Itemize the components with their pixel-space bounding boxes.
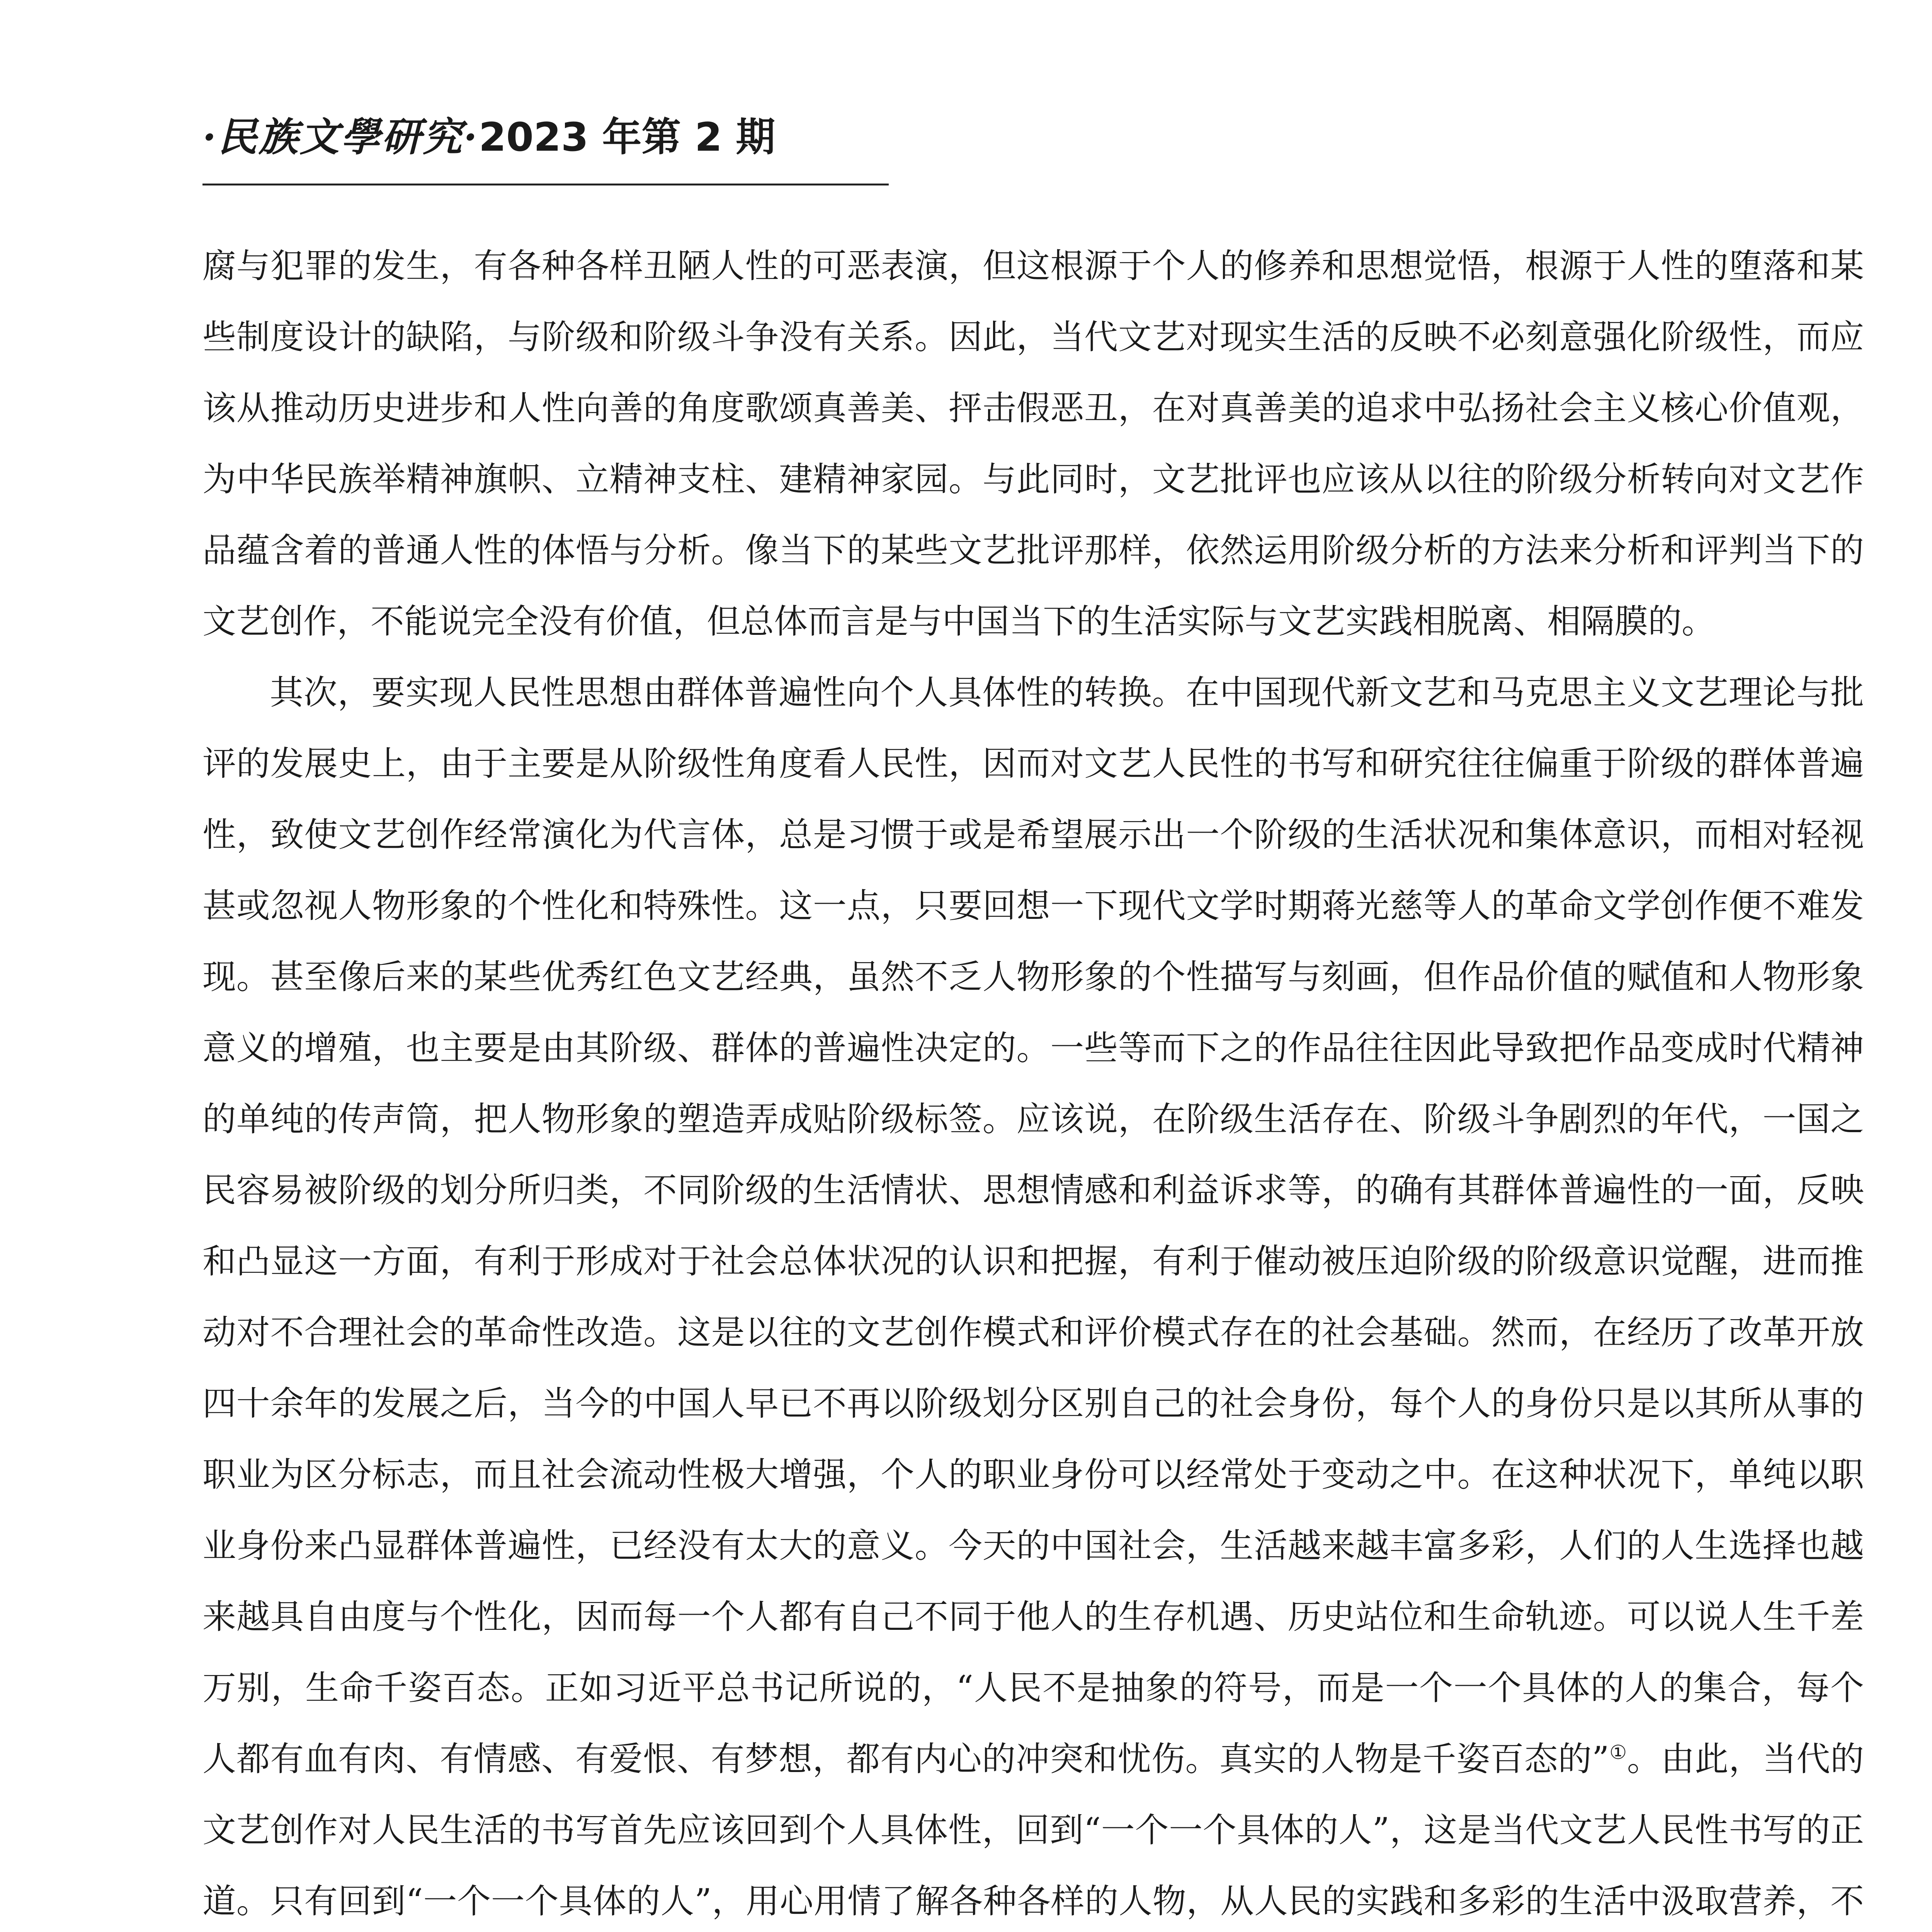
paragraph-text: 腐与犯罪的发生，有各种各样丑陋人性的可恶表演，但这根源于个人的修养和思想觉悟，根源于人性的堕落和某些制度设计的缺陷，与阶级和阶级斗争没有关系。因此，当代文艺对现实生活的反映不必刻意强化阶级性，而应该从推动历史进步和人性向善的角度歌颂真善美、抨击假恶丑，在对真善美的追求中弘扬社会主义核心价值观，为中华民族举精神旗帜、立精神支柱、建精神家园。与此同时，文艺批评也应该从以往的阶级分析转向对文艺作品蕴含着的普通人性的体悟与分析。像当下的某些文艺批评那样，依然运用阶级分析的方法来分析和评判当下的文艺创作，不能说完全没有价值，但总体而言是与中国当下的生活实际与文艺实践相脱离、相隔膜的。: [202, 246, 1864, 641]
paragraph-text: 其次，要实现人民性思想由群体普遍性向个人具体性的转换。在中国现代新文艺和马克思主义文艺理论与批评的发展史上，由于主要是从阶级性角度看人民性，因而对文艺人民性的书写和研究往往偏重于阶级的群体普遍性，致使文艺创作经常演化为代言体，总是习惯于或是希望展示出一个阶级的生活状况和集体意识，而相对轻视甚或忽视人物形象的个性化和特殊性。这一点，只要回想一下现代文学时期蒋光慈等人的革命文学创作便不难发现。甚至像后来的某些优秀红色文艺经典，虽然不乏人物形象的个性描写与刻画，但作品价值的赋值和人物形象意义的增殖，也主要是由其阶级、群体的普遍性决定的。一些等而下之的作品往往因此导致把作品变成时代精神的单纯的传声筒，把人物形象的塑造弄成贴阶级标签。应该说，在阶级生活存在、阶级斗争剧烈的年代，一国之民容易被阶级的划分所归类，不同阶级的生活情状、思想情感和利益诉求等，的确有其群体普遍性的一面，反映和凸显这一方面，有利于形成对于社会总体状况的认识和把握，有利于催动被压迫阶级的阶级意识觉醒，进而推动对不合理社会的革命性改造。这是以往的文艺创作模式和评价模式存在的社会基础。然而，在经历了改革开放四十余年的发展之后，当今的中国人早已不再以阶级划分区别自己的社会身份，每个人的身份只是以其所从事的职业为区分标志，而且社会流动性极大增强，个人的职业身份可以经常处于变动之中。在这种状况下，单纯以职业身份来凸显群体普遍性，已经没有太大的意义。今天的中国社会，生活越来越丰富多彩，人们的人生选择也越来越具自由度与个性化，因而每一个人都有自己不同于他人的生存机遇、历史站位和生命轨迹。可以说人生千差万别，生命千姿百态。正如习近平总书记所说的，“人民不是抽象的符号，而是一个一个具体的人的集合，每个人都有血有肉、有情感、有爱恨、有梦想，都有内心的冲突和忧伤。真实的人物是千姿百态的”: [202, 673, 1864, 1779]
paragraph: [202, 230, 1864, 657]
footnote-reference[interactable]: ①: [1609, 1741, 1627, 1764]
article-body: [202, 230, 1864, 1932]
journal-name: ·民族文學研究·: [202, 114, 479, 160]
paragraph-text-continued: 。由此，当代的文艺创作对人民生活的书写首先应该回到个人具体性，回到“一个一个具体的人”，这是当代文艺人民性书写的正道。只有回到“一个一个具体的人”，用心用情了解各种各样的人物，从人民的实践和多彩的生活中汲取营养，不: [202, 1739, 1864, 1921]
issue-label: 2023 年第 2 期: [479, 114, 776, 160]
running-header: [202, 93, 889, 185]
paragraph: [202, 657, 1864, 1932]
header-rule: [202, 184, 889, 185]
header-title: [202, 108, 775, 167]
